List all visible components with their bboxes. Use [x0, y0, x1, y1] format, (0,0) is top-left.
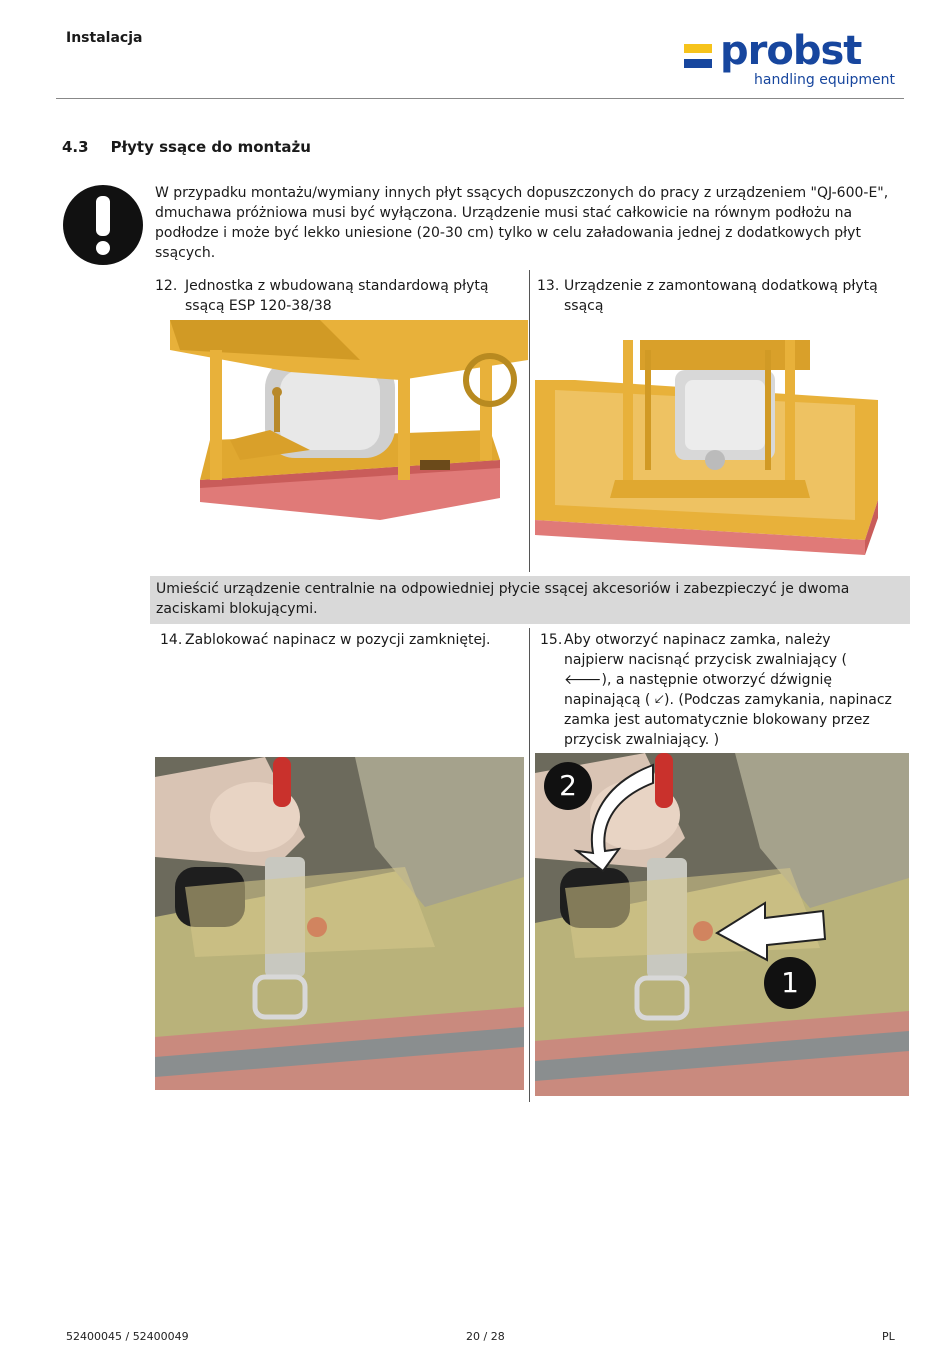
clamp-open-photo: [535, 753, 909, 1096]
exclamation-icon: [62, 184, 144, 266]
step-number: 12.: [155, 278, 178, 294]
step-number: 14.: [160, 632, 183, 648]
step-text: Aby otworzyć napinacz zamka, należy najpierw nacisnąć przycisk zwalniający ( 🡐), a następnie otworzyć dźwignię napinającą ( 🡗). (Podczas zamykania, napinacz zamka jest automatycznie blokowany przez przycisk zwalniający. ): [564, 632, 892, 748]
logo-bars: [684, 44, 712, 68]
column-divider-top: [529, 270, 530, 572]
standard-plate-image: [170, 320, 528, 522]
step-14: [160, 630, 520, 654]
clamp-closed-photo: [155, 757, 524, 1090]
step-text: Zablokować napinacz w pozycji zamkniętej.: [185, 632, 491, 648]
callout-two-label: 2: [559, 769, 577, 802]
warning-text: W przypadku montażu/wymiany innych płyt ssących dopuszczonych do pracy z urządzeniem "QJ-600-E", dmuchawa próżniowa musi być wyłączona. Urządzenie musi stać całkowicie na równym podłożu na podłodze i może być lekko uniesione (20-30 cm) tylko w celu załadowania jednej z dodatkowych płyt ssących.: [155, 185, 889, 261]
additional-plate-image: [535, 340, 878, 558]
section-heading: [62, 138, 311, 156]
step-13: [537, 276, 897, 320]
footer-page-number: 20 / 28: [466, 1330, 505, 1343]
step-number: 13.: [537, 278, 560, 294]
step-text: Urządzenie z zamontowaną dodatkową płytą ssącą: [564, 278, 878, 314]
column-divider-bottom: [529, 628, 530, 1102]
step-text: Jednostka z wbudowaną standardową płytą ssącą ESP 120-38/38: [185, 278, 489, 314]
probst-logo: [684, 28, 896, 94]
section-title: Płyty ssące do montażu: [110, 138, 311, 156]
instruction-note: Umieścić urządzenie centralnie na odpowiedniej płycie ssącej akcesoriów i zabezpieczyć je dwoma zaciskami blokującymi.: [150, 576, 910, 624]
logo-wordmark: probst: [720, 28, 862, 74]
callout-one-label: 1: [781, 966, 799, 999]
step-15: [540, 630, 900, 752]
step-number: 15.: [540, 632, 563, 648]
logo-subtitle: handling equipment: [754, 72, 895, 88]
footer-doc-number: 52400045 / 52400049: [66, 1330, 189, 1343]
step-12: [155, 276, 525, 320]
section-number: 4.3: [62, 138, 89, 156]
header-divider: [56, 98, 904, 99]
footer-language: PL: [882, 1330, 895, 1343]
header-section-title: Instalacja: [66, 30, 143, 46]
